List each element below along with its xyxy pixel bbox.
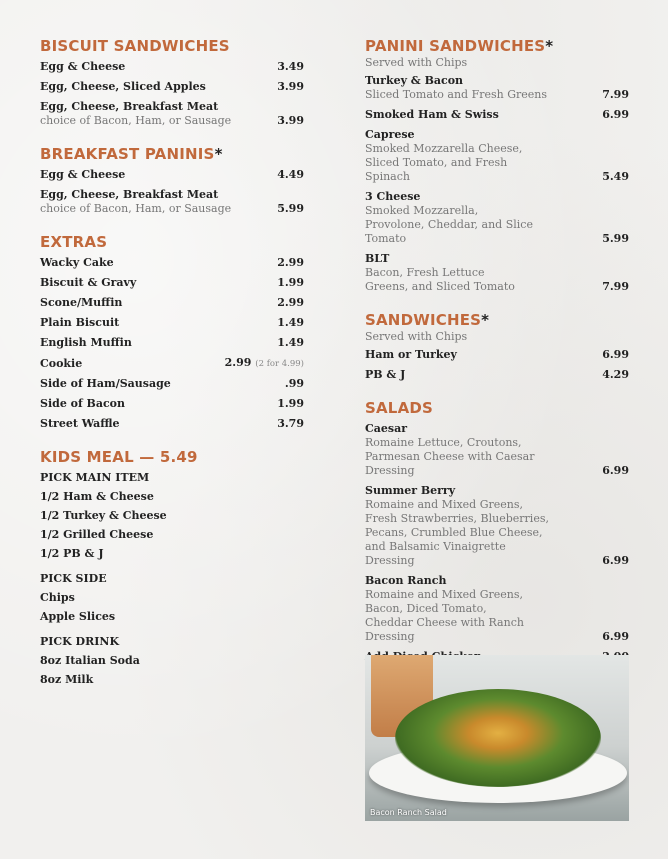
list-item: Apple Slices	[40, 610, 116, 623]
right-column	[365, 36, 629, 704]
menu-item: Scone/Muffin 2.99	[40, 296, 304, 309]
menu-item: Plain Biscuit 1.49	[40, 316, 304, 329]
list-item: 1/2 Ham & Cheese	[40, 490, 154, 503]
list-item: 1/2 PB & J	[40, 547, 104, 560]
menu-item: Egg, Cheese, Breakfast Meat choice of Bacon, Ham, or Sausage 3.99	[40, 100, 304, 127]
menu-item: Cookie 2.99 (2 for 4.99)	[40, 356, 304, 370]
list-item: Chips	[40, 591, 75, 604]
kids-main-group: PICK MAIN ITEM 1/2 Ham & Cheese 1/2 Turkey & Cheese 1/2 Grilled Cheese 1/2 PB & J	[40, 471, 304, 561]
sandwiches-section	[365, 310, 629, 382]
menu-item: Ham or Turkey 6.99	[365, 348, 629, 361]
photo-caption: Bacon Ranch Salad	[370, 808, 447, 817]
list-item: 1/2 Grilled Cheese	[40, 528, 154, 541]
kids-side-group: PICK SIDE Chips Apple Slices	[40, 572, 304, 624]
menu-item: Side of Ham/Sausage .99	[40, 377, 304, 390]
left-column	[40, 36, 304, 703]
salad	[395, 689, 601, 787]
menu-item: Turkey & Bacon Sliced Tomato and Fresh Greens 7.99	[365, 74, 629, 101]
menu-item: Biscuit & Gravy 1.99	[40, 276, 304, 289]
menu-item: Bacon Ranch Romaine and Mixed Greens, Bacon, Diced Tomato, Cheddar Cheese with Ranch Dressing 6.99	[365, 574, 629, 643]
served-note: Served with Chips	[365, 56, 468, 69]
salad-photo	[365, 655, 629, 821]
menu-item: Street Waffle 3.79	[40, 417, 304, 430]
menu-item: PB & J 4.29	[365, 368, 629, 381]
menu-item: Caesar Romaine Lettuce, Croutons, Parmesan Cheese with Caesar Dressing 6.99	[365, 422, 629, 477]
section-heading: SALADS	[365, 399, 434, 417]
section-heading: BREAKFAST PANINIS*	[40, 145, 223, 163]
salads-section	[365, 398, 629, 688]
menu-item: Egg, Cheese, Breakfast Meat choice of Bacon, Ham, or Sausage 5.99	[40, 188, 304, 215]
menu-item: BLT Bacon, Fresh Lettuce Greens, and Sliced Tomato 7.99	[365, 252, 629, 293]
menu-item: Egg & Cheese 4.49	[40, 168, 304, 181]
served-note: Served with Chips	[365, 330, 468, 343]
list-item: 1/2 Turkey & Cheese	[40, 509, 167, 522]
kids-drink-group: PICK DRINK 8oz Italian Soda 8oz Milk	[40, 635, 304, 687]
menu-item: 3 Cheese Smoked Mozzarella, Provolone, Cheddar, and Slice Tomato 5.99	[365, 190, 629, 245]
menu-item: Side of Bacon 1.99	[40, 397, 304, 410]
section-heading: PANINI SANDWICHES*	[365, 37, 554, 55]
section-heading: SANDWICHES*	[365, 311, 490, 329]
list-item: 8oz Italian Soda	[40, 654, 140, 667]
menu-item: Summer Berry Romaine and Mixed Greens, Fresh Strawberries, Blueberries, Pecans, Crumbled Blue Cheese, and Balsamic Vinaigrette Dressing 6.99	[365, 484, 629, 567]
menu-item: Smoked Ham & Swiss 6.99	[365, 108, 629, 121]
extras-section	[40, 232, 304, 431]
kids-meal-section	[40, 447, 304, 687]
section-heading: KIDS MEAL — 5.49	[40, 448, 198, 466]
menu-item: Caprese Smoked Mozzarella Cheese, Sliced Tomato, and Fresh Spinach 5.49	[365, 128, 629, 183]
menu-item: Egg & Cheese 3.49	[40, 60, 304, 73]
menu-item: Egg, Cheese, Sliced Apples 3.99	[40, 80, 304, 93]
section-heading: EXTRAS	[40, 233, 108, 251]
biscuit-sandwiches-section	[40, 36, 304, 128]
menu-item: Wacky Cake 2.99	[40, 256, 304, 269]
section-heading: BISCUIT SANDWICHES	[40, 37, 230, 55]
menu-item: English Muffin 1.49	[40, 336, 304, 349]
list-item: 8oz Milk	[40, 673, 94, 686]
breakfast-paninis-section	[40, 144, 304, 216]
panini-sandwiches-section	[365, 36, 629, 294]
